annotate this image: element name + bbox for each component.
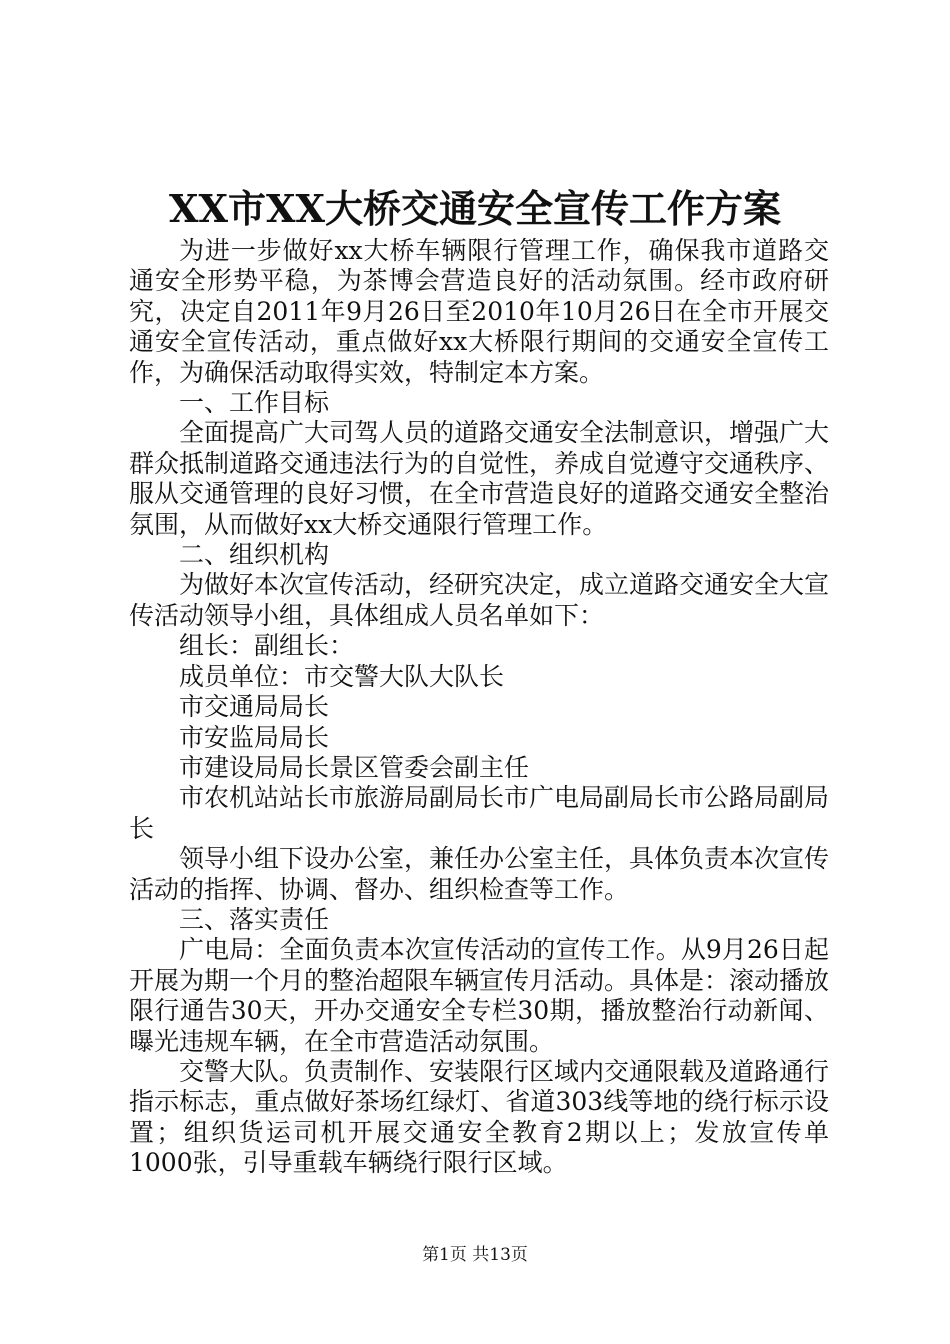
paragraph-intro: 为进一步做好xx大桥车辆限行管理工作，确保我市道路交通安全形势平稳，为茶博会营造良好的活动氛围。经市政府研究，决定自2011年9月26日至2010年10月26日在全市开展交通安全宣传活动，重点做好xx大桥限行期间的交通安全宣传工作，为确保活动取得实效，特制定本方案。 bbox=[129, 236, 829, 387]
paragraph-office: 领导小组下设办公室，兼任办公室主任，具体负责本次宣传活动的指挥、协调、督办、组织检查等工作。 bbox=[129, 844, 830, 904]
document-body bbox=[129, 236, 829, 1179]
paragraph-safety-bureau: 市安监局局长 bbox=[179, 722, 330, 752]
page-number-footer: 第1页 共13页 bbox=[422, 1245, 528, 1265]
paragraph-transport-bureau: 市交通局局长 bbox=[179, 692, 330, 722]
paragraph-work-goal: 全面提高广大司驾人员的道路交通安全法制意识，增强广大群众抵制道路交通违法行为的自觉性，养成自觉遵守交通秩序、服从交通管理的良好习惯，在全市营造良好的道路交通安全整治氛围，从而做好xx大桥交通限行管理工作。 bbox=[129, 418, 830, 539]
paragraph-broadcast-bureau: 广电局：全面负责本次宣传活动的宣传工作。从9月26日起开展为期一个月的整治超限车辆宣传月活动。具体是：滚动播放限行通告30天，开办交通安全专栏30期，播放整治行动新闻、曝光违规车辆，在全市营造活动氛围。 bbox=[129, 935, 830, 1056]
paragraph-traffic-police: 交警大队。负责制作、安装限行区域内交通限载及道路通行指示标志，重点做好茶场红绿灯、省道303线等地的绕行标示设置；组织货运司机开展交通安全教育2期以上；发放宣传单1000张，引导重载车辆绕行限行区域。 bbox=[129, 1056, 830, 1178]
paragraph-other-bureaus: 市农机站站长市旅游局副局长市广电局副局长市公路局副局长 bbox=[129, 783, 830, 843]
paragraph-leaders: 组长：副组长： bbox=[179, 631, 355, 661]
paragraph-construction-bureau: 市建设局局长景区管委会副主任 bbox=[179, 752, 530, 782]
heading-work-goal: 一、工作目标 bbox=[179, 388, 330, 418]
paragraph-organization: 为做好本次宣传活动，经研究决定，成立道路交通安全大宣传活动领导小组，具体组成人员名单如下： bbox=[129, 570, 830, 630]
paragraph-member-units: 成员单位：市交警大队大队长 bbox=[179, 661, 505, 691]
heading-organization: 二、组织机构 bbox=[179, 540, 330, 570]
document-title: XX市XX大桥交通安全宣传工作方案 bbox=[169, 186, 781, 231]
heading-responsibilities: 三、落实责任 bbox=[179, 904, 330, 934]
